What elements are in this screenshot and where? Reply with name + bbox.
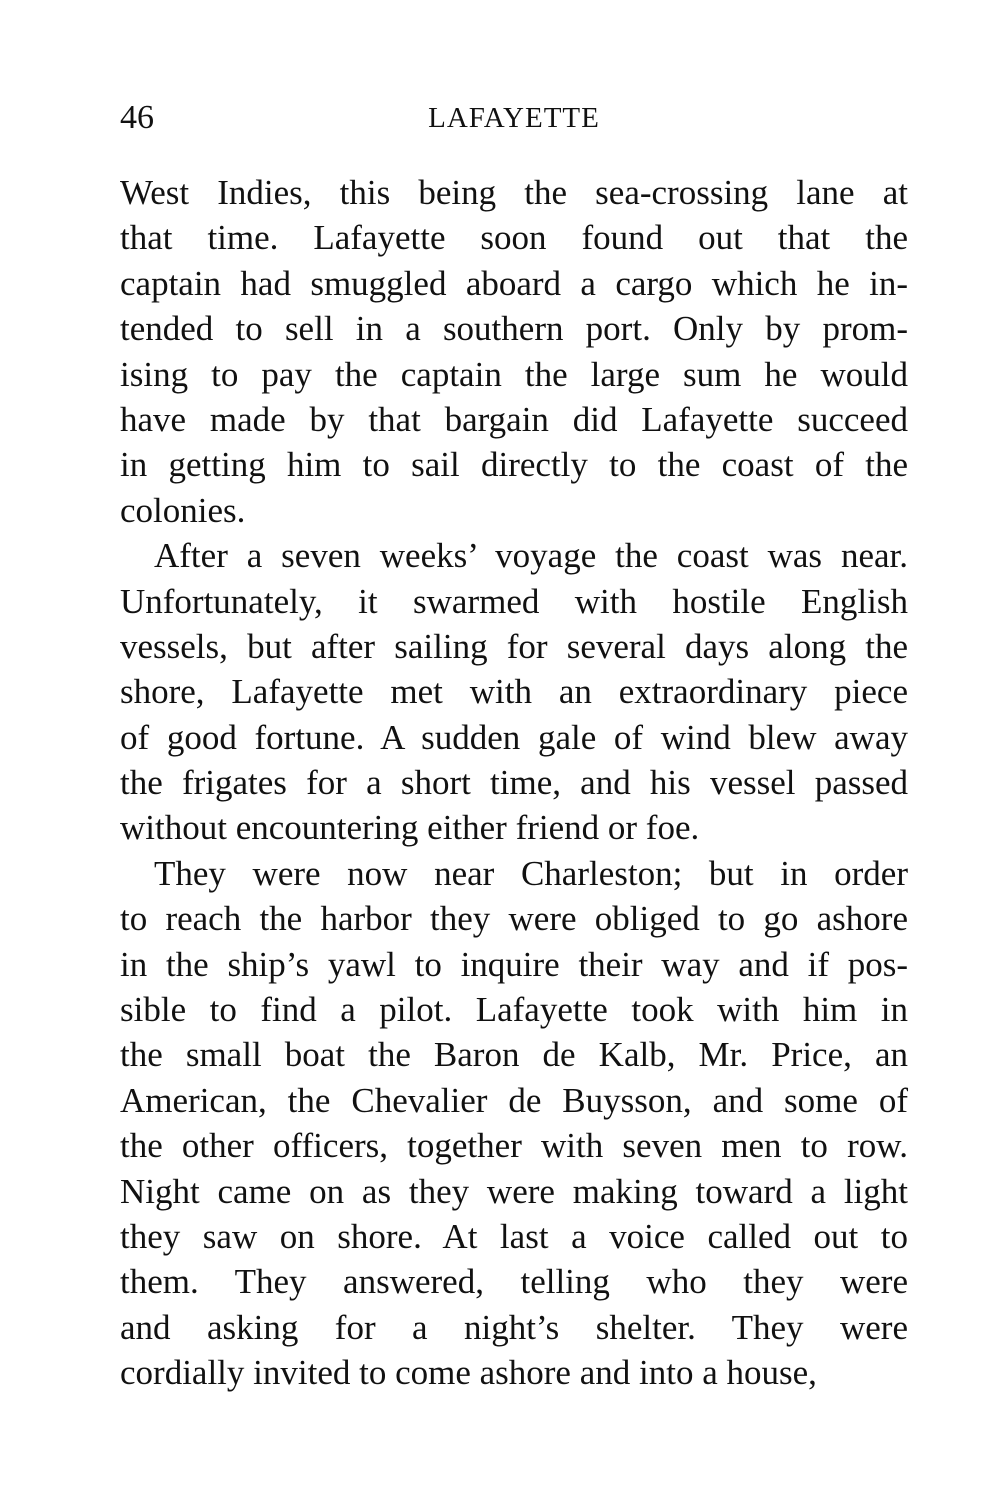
text-line: of good fortune. A sudden gale of wind blew away bbox=[120, 717, 908, 757]
text-line: have made by that bargain did Lafayette succeed bbox=[120, 399, 908, 439]
text-line: West Indies, this being the sea-crossing lane at bbox=[120, 173, 908, 212]
text-line: American, the Chevalier de Buysson, and some of bbox=[120, 1080, 908, 1120]
paragraph bbox=[120, 851, 908, 1396]
paragraph bbox=[120, 533, 908, 851]
page-number: 46 bbox=[120, 99, 154, 136]
text-line: to reach the harbor they were obliged to go ashore bbox=[120, 899, 908, 939]
text-line: them. They answered, telling who they were bbox=[120, 1262, 908, 1302]
page-header bbox=[120, 96, 908, 140]
text-line: the small boat the Baron de Kalb, Mr. Price, an bbox=[120, 1035, 908, 1075]
text-line: Unfortunately, it swarmed with hostile English bbox=[120, 581, 908, 621]
text-line: sible to find a pilot. Lafayette took with him in bbox=[120, 990, 908, 1030]
text-line: shore, Lafayette met with an extraordinary piece bbox=[120, 672, 908, 712]
text-line: They were now near Charleston; but in order bbox=[154, 853, 908, 893]
running-head: LAFAYETTE bbox=[428, 102, 600, 134]
text-line: in the ship’s yawl to inquire their way and if pos- bbox=[120, 944, 908, 984]
text-line: Night came on as they were making toward a light bbox=[120, 1171, 908, 1211]
paragraph bbox=[120, 170, 908, 533]
text-line: cordially invited to come ashore and into a house, bbox=[120, 1353, 817, 1393]
text-line: colonies. bbox=[120, 490, 246, 530]
text-line: ising to pay the captain the large sum he would bbox=[120, 354, 908, 394]
text-line: that time. Lafayette soon found out that the bbox=[120, 218, 908, 258]
text-line: and asking for a night’s shelter. They were bbox=[120, 1307, 908, 1347]
body-text bbox=[120, 170, 908, 1396]
text-line: in getting him to sail directly to the coast of the bbox=[120, 445, 908, 485]
text-line: vessels, but after sailing for several days along the bbox=[120, 626, 908, 666]
text-line: without encountering either friend or foe. bbox=[120, 808, 700, 848]
text-line: tended to sell in a southern port. Only by prom- bbox=[120, 309, 908, 349]
text-line: After a seven weeks’ voyage the coast was near. bbox=[154, 536, 908, 576]
text-line: they saw on shore. At last a voice called out to bbox=[120, 1216, 908, 1256]
text-line: the other officers, together with seven men to row. bbox=[120, 1126, 908, 1166]
text-line: captain had smuggled aboard a cargo which he in- bbox=[120, 263, 908, 303]
text-line: the frigates for a short time, and his vessel passed bbox=[120, 763, 908, 803]
